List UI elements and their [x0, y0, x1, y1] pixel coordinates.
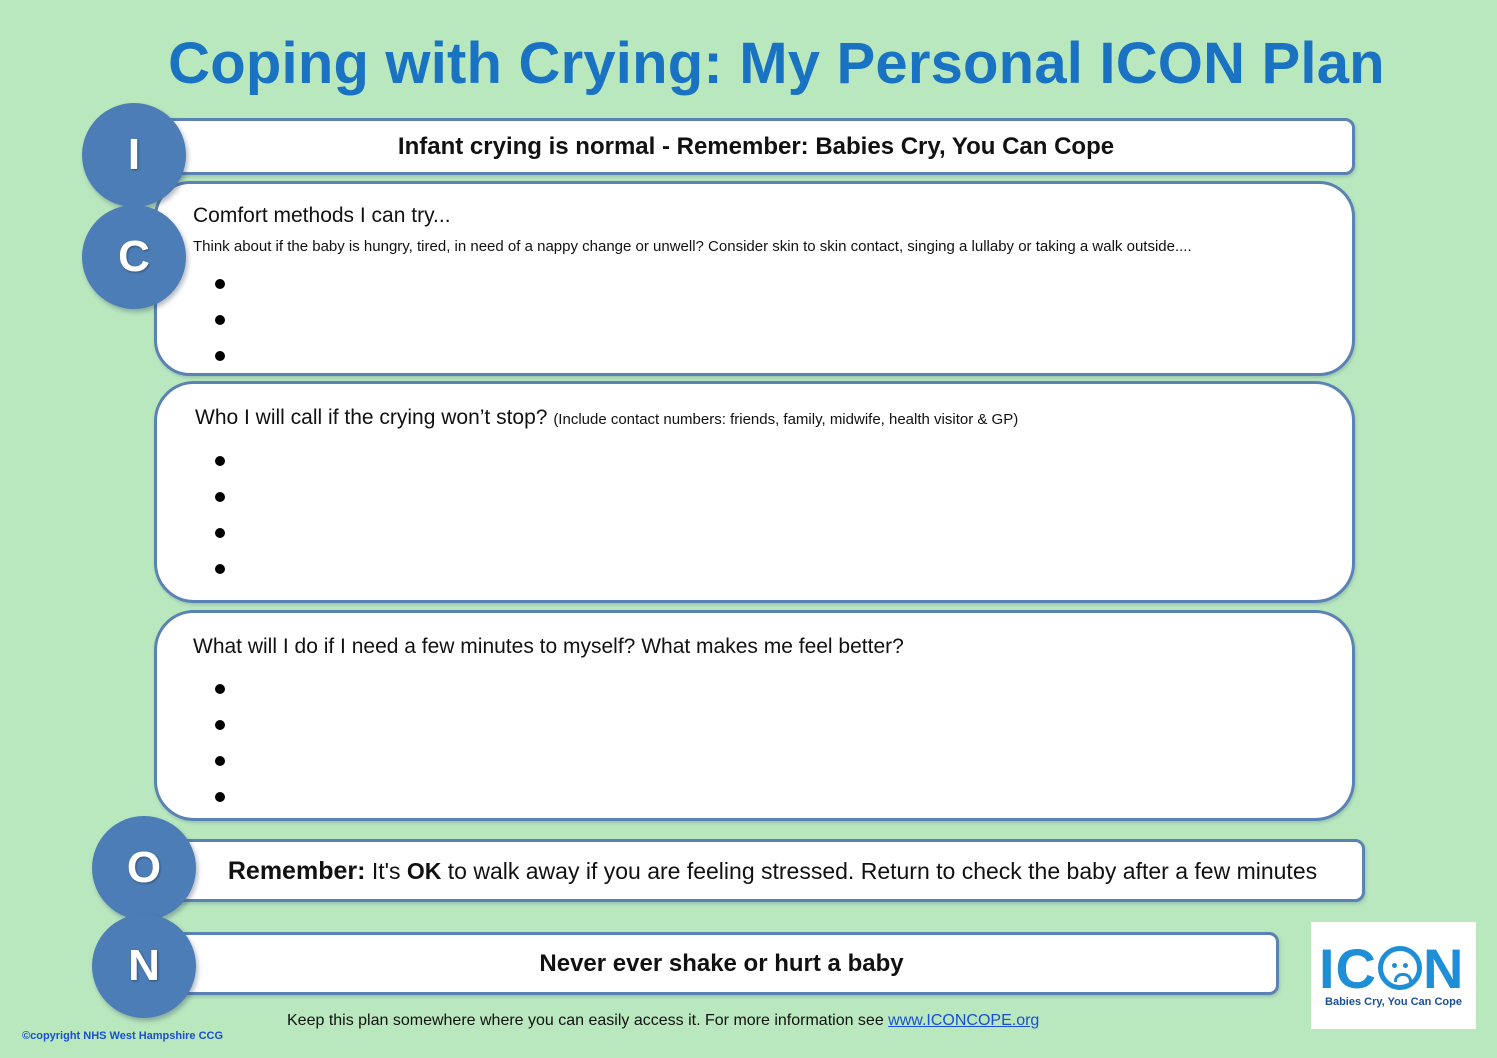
- who-to-call-question: Who I will call if the crying won’t stop?: [195, 406, 548, 429]
- ok-to-walk-away-banner: [164, 839, 1365, 902]
- who-to-call-box[interactable]: [154, 381, 1355, 603]
- letter-n-circle: N: [92, 914, 196, 1018]
- ok-text-part2: to walk away if you are feeling stressed. Return to check the baby after a few minutes: [441, 858, 1318, 884]
- infant-crying-text: Infant crying is normal - Remember: Babies Cry, You Can Cope: [397, 133, 1115, 160]
- logo-tagline: Babies Cry, You Can Cope: [1325, 996, 1462, 1008]
- logo-word-start: IC: [1319, 937, 1377, 1000]
- page-title: Coping with Crying: My Personal ICON Plan: [168, 31, 1385, 96]
- iconcope-link[interactable]: www.ICONCOPE.org: [888, 1012, 1040, 1029]
- footer-note: [287, 1012, 1039, 1030]
- letter-i-circle: I: [82, 103, 186, 207]
- never-shake-text: Never ever shake or hurt a baby: [539, 950, 904, 977]
- comfort-methods-hint: Think about if the baby is hungry, tired, in need of a nappy change or unwell? Consider skin to skin contact, singing a lullaby or taking a walk outside....: [193, 238, 1192, 255]
- icon-logo: [1311, 922, 1476, 1029]
- letter-o-circle: O: [92, 816, 196, 920]
- logo-word-end: N: [1423, 937, 1465, 1000]
- baby-face-icon: [1378, 946, 1422, 990]
- copyright-notice: ©copyright NHS West Hampshire CCG: [22, 1030, 224, 1042]
- infant-crying-banner: [157, 118, 1355, 175]
- ok-to-walk-away-text: [167, 857, 1362, 886]
- self-care-box[interactable]: [154, 610, 1355, 821]
- comfort-methods-box[interactable]: [154, 181, 1355, 376]
- self-care-prompt: What will I do if I need a few minutes to myself? What makes me feel better?: [193, 635, 904, 658]
- footer-text: Keep this plan somewhere where you can easily access it. For more information see: [287, 1012, 889, 1029]
- comfort-methods-prompt: Comfort methods I can try...: [193, 204, 451, 227]
- never-shake-banner: [164, 932, 1279, 995]
- who-to-call-prompt: [195, 406, 1018, 430]
- letter-c-circle: C: [82, 205, 186, 309]
- remember-label: Remember:: [227, 857, 366, 885]
- who-to-call-hint: (Include contact numbers: friends, family, midwife, health visitor & GP): [553, 411, 1019, 428]
- ok-text-part1: It's: [365, 858, 407, 884]
- ok-emphasis: OK: [406, 858, 442, 884]
- logo-wordmark: [1319, 936, 1464, 1001]
